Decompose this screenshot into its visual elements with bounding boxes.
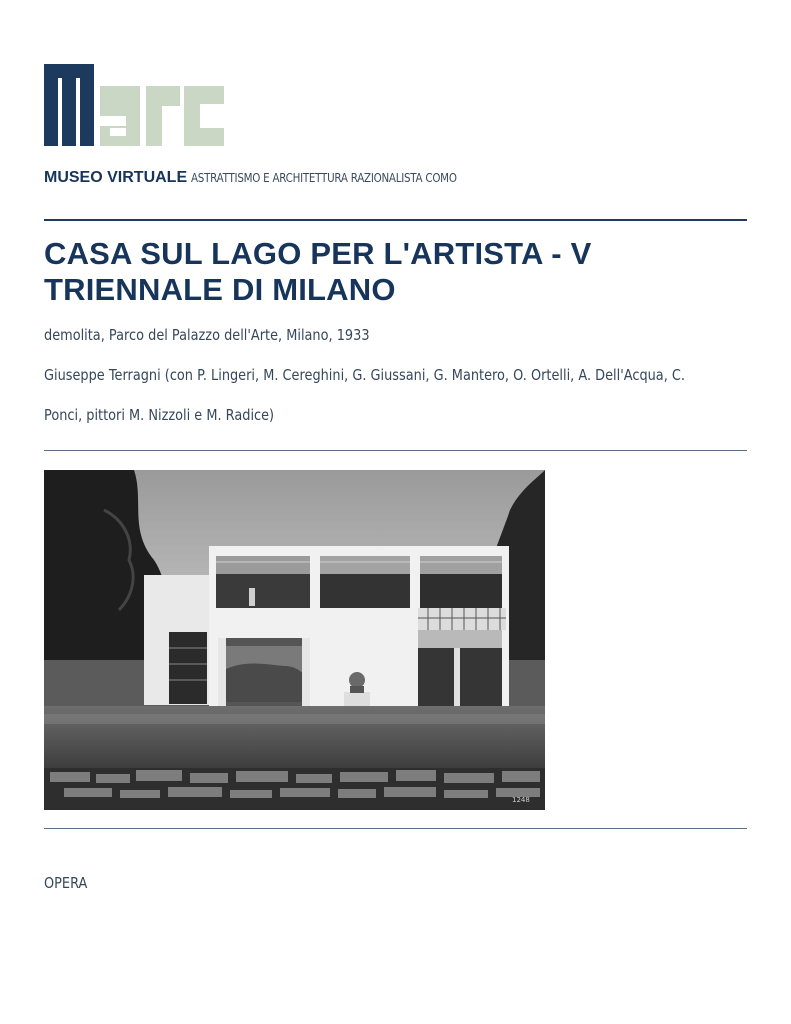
header-divider xyxy=(44,219,747,221)
photo-stamp: 1248 xyxy=(512,796,530,804)
work-location: demolita, Parco del Palazzo dell'Arte, Milano, 1933 xyxy=(44,326,370,344)
content-divider xyxy=(44,450,747,451)
work-authors-line-1: Giuseppe Terragni (con P. Lingeri, M. Cereghini, G. Giussani, G. Mantero, O. Ortelli, A. Dell'Acqua, C. xyxy=(44,366,686,384)
site-logo[interactable] xyxy=(44,56,234,152)
building-photo[interactable] xyxy=(44,470,545,810)
site-tagline xyxy=(44,168,500,188)
photo-divider xyxy=(44,828,747,829)
marc-logo-icon xyxy=(44,56,234,152)
tagline-museum: MUSEO VIRTUALE xyxy=(44,169,188,186)
page-title: CASA SUL LAGO PER L'ARTISTA - V TRIENNALE DI MILANO xyxy=(44,236,592,307)
work-authors-line-2: Ponci, pittori M. Nizzoli e M. Radice) xyxy=(44,406,275,424)
tagline-subtitle: ASTRATTISMO E ARCHITETTURA RAZIONALISTA COMO xyxy=(191,171,457,185)
photo-image xyxy=(44,470,545,810)
section-opera-label[interactable]: OPERA xyxy=(44,874,88,892)
